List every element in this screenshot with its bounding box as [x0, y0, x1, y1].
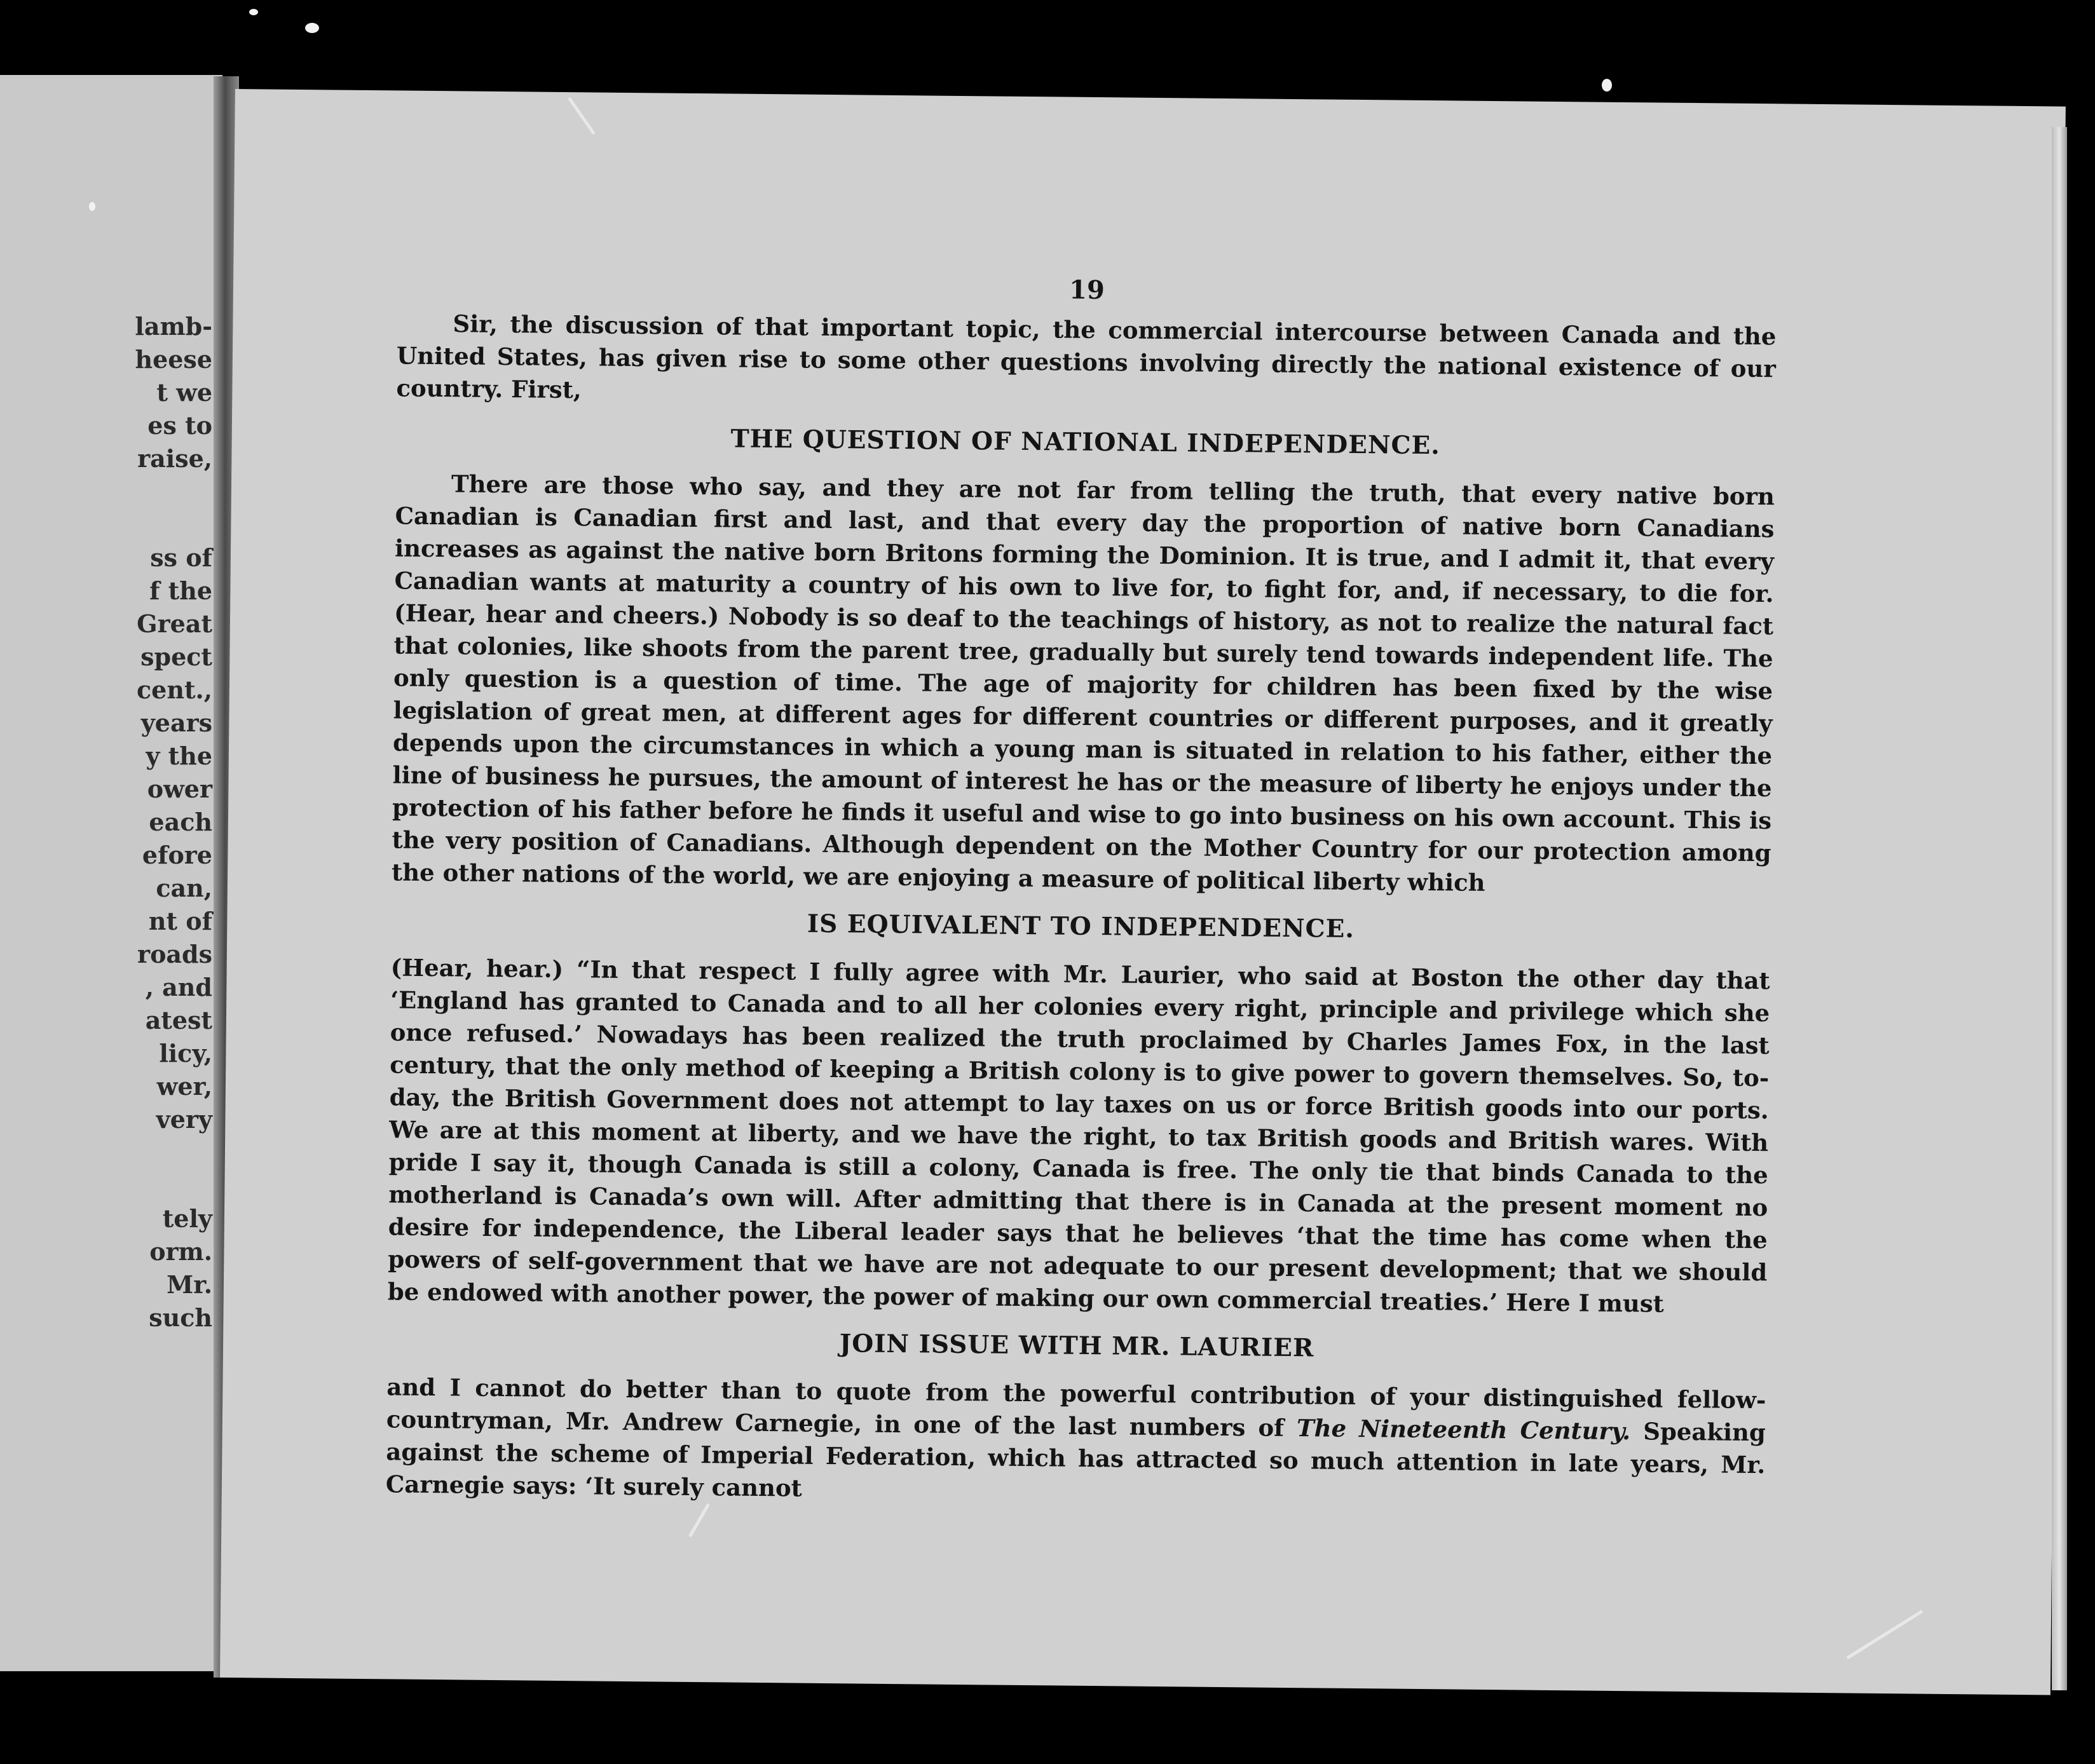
page-edge [2052, 127, 2067, 1690]
section-heading: IS EQUIVALENT TO INDEPENDENCE. [807, 909, 1355, 944]
page-number: 19 [1068, 275, 1105, 306]
section-heading: JOIN ISSUE WITH MR. LAURIER [839, 1329, 1314, 1363]
left-line: very [156, 1105, 212, 1134]
left-line: es to [147, 411, 212, 440]
publication-title: The Nineteenth Century. [1296, 1414, 1631, 1446]
left-line: ss of [150, 543, 212, 572]
intro-paragraph: Sir, the discussion of that important topic, the commercial intercourse between Canada and the United States, has given rise to some other questions involving directly the national existence of our country. First, [396, 309, 1777, 404]
scan-speck [1602, 79, 1612, 92]
left-line: cent., [137, 675, 212, 704]
right-page [220, 89, 2066, 1695]
left-line: licy, [159, 1039, 212, 1068]
left-line: each [149, 808, 212, 836]
left-line: Great [137, 609, 212, 638]
left-line [53, 1169, 212, 1202]
left-line: heese [135, 345, 212, 374]
left-line: f the [149, 576, 212, 605]
left-line: Mr. [167, 1270, 212, 1299]
scan-speck [305, 23, 319, 33]
left-line: spect [140, 642, 212, 671]
left-line: tely [162, 1204, 212, 1233]
left-line: roads [137, 940, 212, 968]
left-line: can, [156, 874, 212, 902]
page-content [386, 267, 1777, 1514]
left-line: years [140, 709, 212, 737]
left-line: y the [146, 742, 212, 770]
left-line: atest [145, 1006, 212, 1035]
body-paragraph: There are those who say, and they are not far from telling the truth, that every native born Canadian is Canadian first and last, and that every day the proportion of native born Canadians increases as against the native born Britons forming the Dominion. It is true, and I admit it, that every Canadian wants at maturity a country of his own to live for, to fight for, and, if necessary, to die for. (Hear, hear and cheers.) Nobody is so deaf to the teachings of history, as not to realize the natural fact that colonies, like shoots from the parent tree, gradually but surely tend towards independent life. The only question is a question of time. The age of majority for children has been fixed by the wise legislation of great men, at different ages for different countries or different purposes, and it greatly depends upon the circumstances in which a young man is situated in relation to his father, either the line of business he pursues, the amount of interest he has or the measure of liberty he enjoys under the protection of his father before he finds it useful and wise to go into business on his own account. This is the very position of Canadians. Although dependent on the Mother Country for our protection among the other nations of the world, we are enjoying a measure of political liberty which [391, 470, 1775, 897]
scan-speck [89, 202, 95, 211]
left-line [53, 508, 212, 541]
left-line [53, 1136, 212, 1169]
left-line: raise, [137, 444, 212, 473]
left-line: orm. [149, 1237, 212, 1266]
left-line: such [149, 1303, 212, 1332]
left-line: nt of [148, 907, 212, 935]
scan-speck [249, 9, 258, 15]
left-line: wer, [156, 1072, 212, 1101]
left-line: lamb- [135, 312, 212, 341]
left-line: t we [156, 378, 212, 407]
left-line: efore [142, 841, 212, 869]
paragraph-text: and I cannot do better than to quote from the powerful contribution of your distinguished fellow-countryman, Mr. Andrew Carnegie, in one of the last numbers of [386, 1373, 1766, 1442]
section-heading: THE QUESTION OF NATIONAL INDEPENDENCE. [730, 424, 1441, 461]
left-page-fragment [0, 75, 222, 1671]
left-page-text [53, 310, 212, 1334]
left-line: , and [145, 973, 212, 1001]
body-paragraph: (Hear, hear.) “In that respect I fully agree with Mr. Laurier, who said at Boston the other day that ‘England has granted to Canada and to all her colonies every right, principle and privilege which she once refused.’ Nowadays has been realized the truth proclaimed by Charles James Fox, in the last century, that the only method of keeping a British colony is to give power to govern themselves. So, to-day, the British Government does not attempt to lay taxes on us or force British goods into our ports. We are at this moment at liberty, and we have the right, to tax British goods and British wares. With pride I say it, though Canada is still a colony, Canada is free. The only tie that binds Canada to the motherland is Canada’s own will. After admitting that there is in Canada at the present moment no desire for independence, the Liberal leader says that he believes ‘that the time has come when the powers of self-government that we have are not adequate to our present development; that we should be endowed with another power, the power of making our own commercial treaties.’ Here I must [387, 953, 1770, 1318]
body-paragraph [386, 1371, 1766, 1514]
left-line: ower [147, 775, 212, 803]
paragraph-text: Speaking against the scheme of Imperial Federation, which has attracted so much attention in late years, Mr. Carnegie says: ‘It surely cannot [385, 1417, 1766, 1502]
left-line [53, 475, 212, 508]
